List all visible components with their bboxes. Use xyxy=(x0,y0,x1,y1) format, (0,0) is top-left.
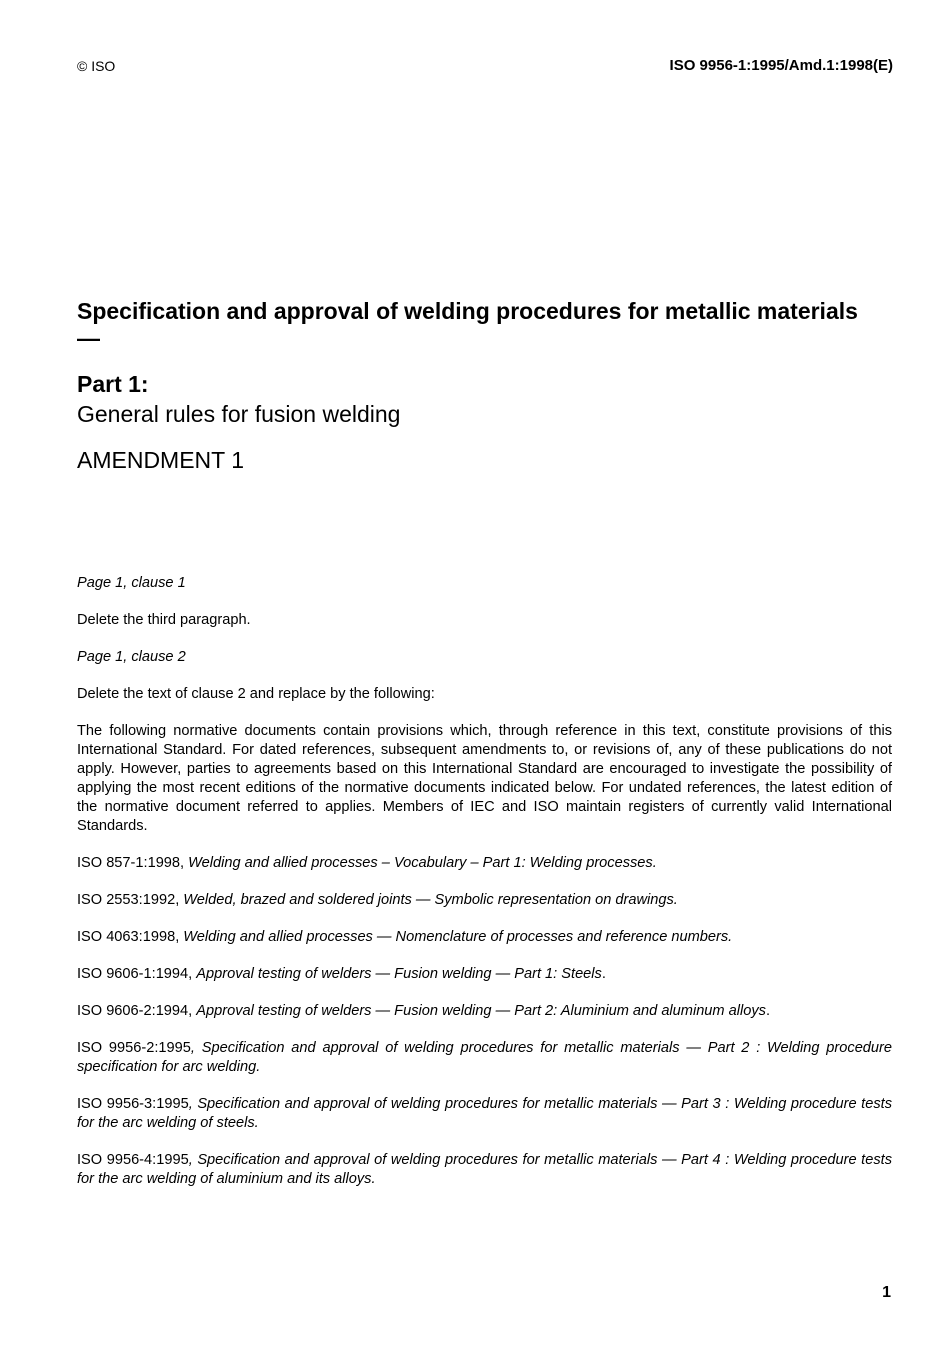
reference-title: Welding and allied processes — Nomenclature of processes and reference numbers. xyxy=(183,929,733,945)
reference-code: ISO 857-1:1998 xyxy=(77,855,181,871)
title-block xyxy=(77,298,877,474)
document-body xyxy=(77,574,892,1207)
reference-code: ISO 9956-2:1995 xyxy=(77,1040,191,1056)
location-clause-1: Page 1, clause 1 xyxy=(77,575,186,591)
reference-title: Specification and approval of welding procedures for metallic materials — Part 4 : Welding procedure tests for the arc welding of aluminium and its alloys. xyxy=(77,1152,893,1187)
reference-code: ISO 9956-4:1995 xyxy=(77,1152,189,1168)
reference-title: Specification and approval of welding procedures for metallic materials — Part 3 : Welding procedure tests for the arc welding of steels. xyxy=(77,1096,893,1131)
reference-entry: ISO 9606-2:1994, Approval testing of welders — Fusion welding — Part 2: Aluminium and aluminum alloys. xyxy=(77,1003,771,1019)
reference-title: Specification and approval of welding procedures for metallic materials — Part 2 : Welding procedure specification for arc welding. xyxy=(77,1040,893,1075)
reference-entry: ISO 9956-2:1995, Specification and approval of welding procedures for metallic materials — Part 2 : Welding procedure specification for arc welding. xyxy=(77,1040,893,1075)
reference-entry: ISO 9606-1:1994, Approval testing of welders — Fusion welding — Part 1: Steels. xyxy=(77,966,606,982)
reference-code: ISO 9606-1:1994 xyxy=(77,966,189,982)
reference-code: ISO 2553:1992 xyxy=(77,892,176,908)
document-title: Specification and approval of welding procedures for metallic materials — xyxy=(77,298,858,351)
reference-entry: ISO 857-1:1998, Welding and allied processes – Vocabulary – Part 1: Welding processes. xyxy=(77,855,657,871)
reference-entry: ISO 2553:1992, Welded, brazed and soldered joints — Symbolic representation on drawings. xyxy=(77,892,678,908)
reference-title: Approval testing of welders — Fusion welding — Part 1: Steels xyxy=(196,966,602,982)
instruction-clause-1: Delete the third paragraph. xyxy=(77,612,251,628)
reference-title: Welded, brazed and soldered joints — Symbolic representation on drawings. xyxy=(183,892,678,908)
instruction-clause-2: Delete the text of clause 2 and replace by the following: xyxy=(77,686,435,702)
reference-entry: ISO 4063:1998, Welding and allied processes — Nomenclature of processes and reference numbers. xyxy=(77,929,733,945)
document-designation: ISO 9956-1:1995/Amd.1:1998(E) xyxy=(669,57,893,74)
location-clause-2: Page 1, clause 2 xyxy=(77,649,186,665)
page-number: 1 xyxy=(882,1284,891,1301)
part-label: Part 1: xyxy=(77,371,149,397)
amendment-label: AMENDMENT 1 xyxy=(77,447,244,473)
reference-code: ISO 4063:1998 xyxy=(77,929,176,945)
reference-title: Welding and allied processes – Vocabulary – Part 1: Welding processes. xyxy=(188,855,657,871)
reference-code: ISO 9956-3:1995 xyxy=(77,1096,189,1112)
copyright-notice: © ISO xyxy=(77,58,116,74)
part-subtitle: General rules for fusion welding xyxy=(77,401,401,427)
reference-entry: ISO 9956-3:1995, Specification and approval of welding procedures for metallic materials — Part 3 : Welding procedure tests for the arc welding of steels. xyxy=(77,1096,893,1131)
normative-intro-paragraph: The following normative documents contain provisions which, through reference in this text, constitute provisions of this International Standard. For dated references, subsequent amendments to, or revisions of, any of these publications do not apply. However, parties to agreements based on this International Standard are encouraged to investigate the possibility of applying the most recent editions of the normative documents indicated below. For undated references, the latest edition of the normative document referred to applies. Members of IEC and ISO maintain registers of currently valid International Standards. xyxy=(77,723,892,834)
reference-code: ISO 9606-2:1994 xyxy=(77,1003,189,1019)
reference-title: Approval testing of welders — Fusion welding — Part 2: Aluminium and aluminum alloys xyxy=(196,1003,766,1019)
reference-entry: ISO 9956-4:1995, Specification and approval of welding procedures for metallic materials — Part 4 : Welding procedure tests for the arc welding of aluminium and its alloys. xyxy=(77,1152,893,1187)
